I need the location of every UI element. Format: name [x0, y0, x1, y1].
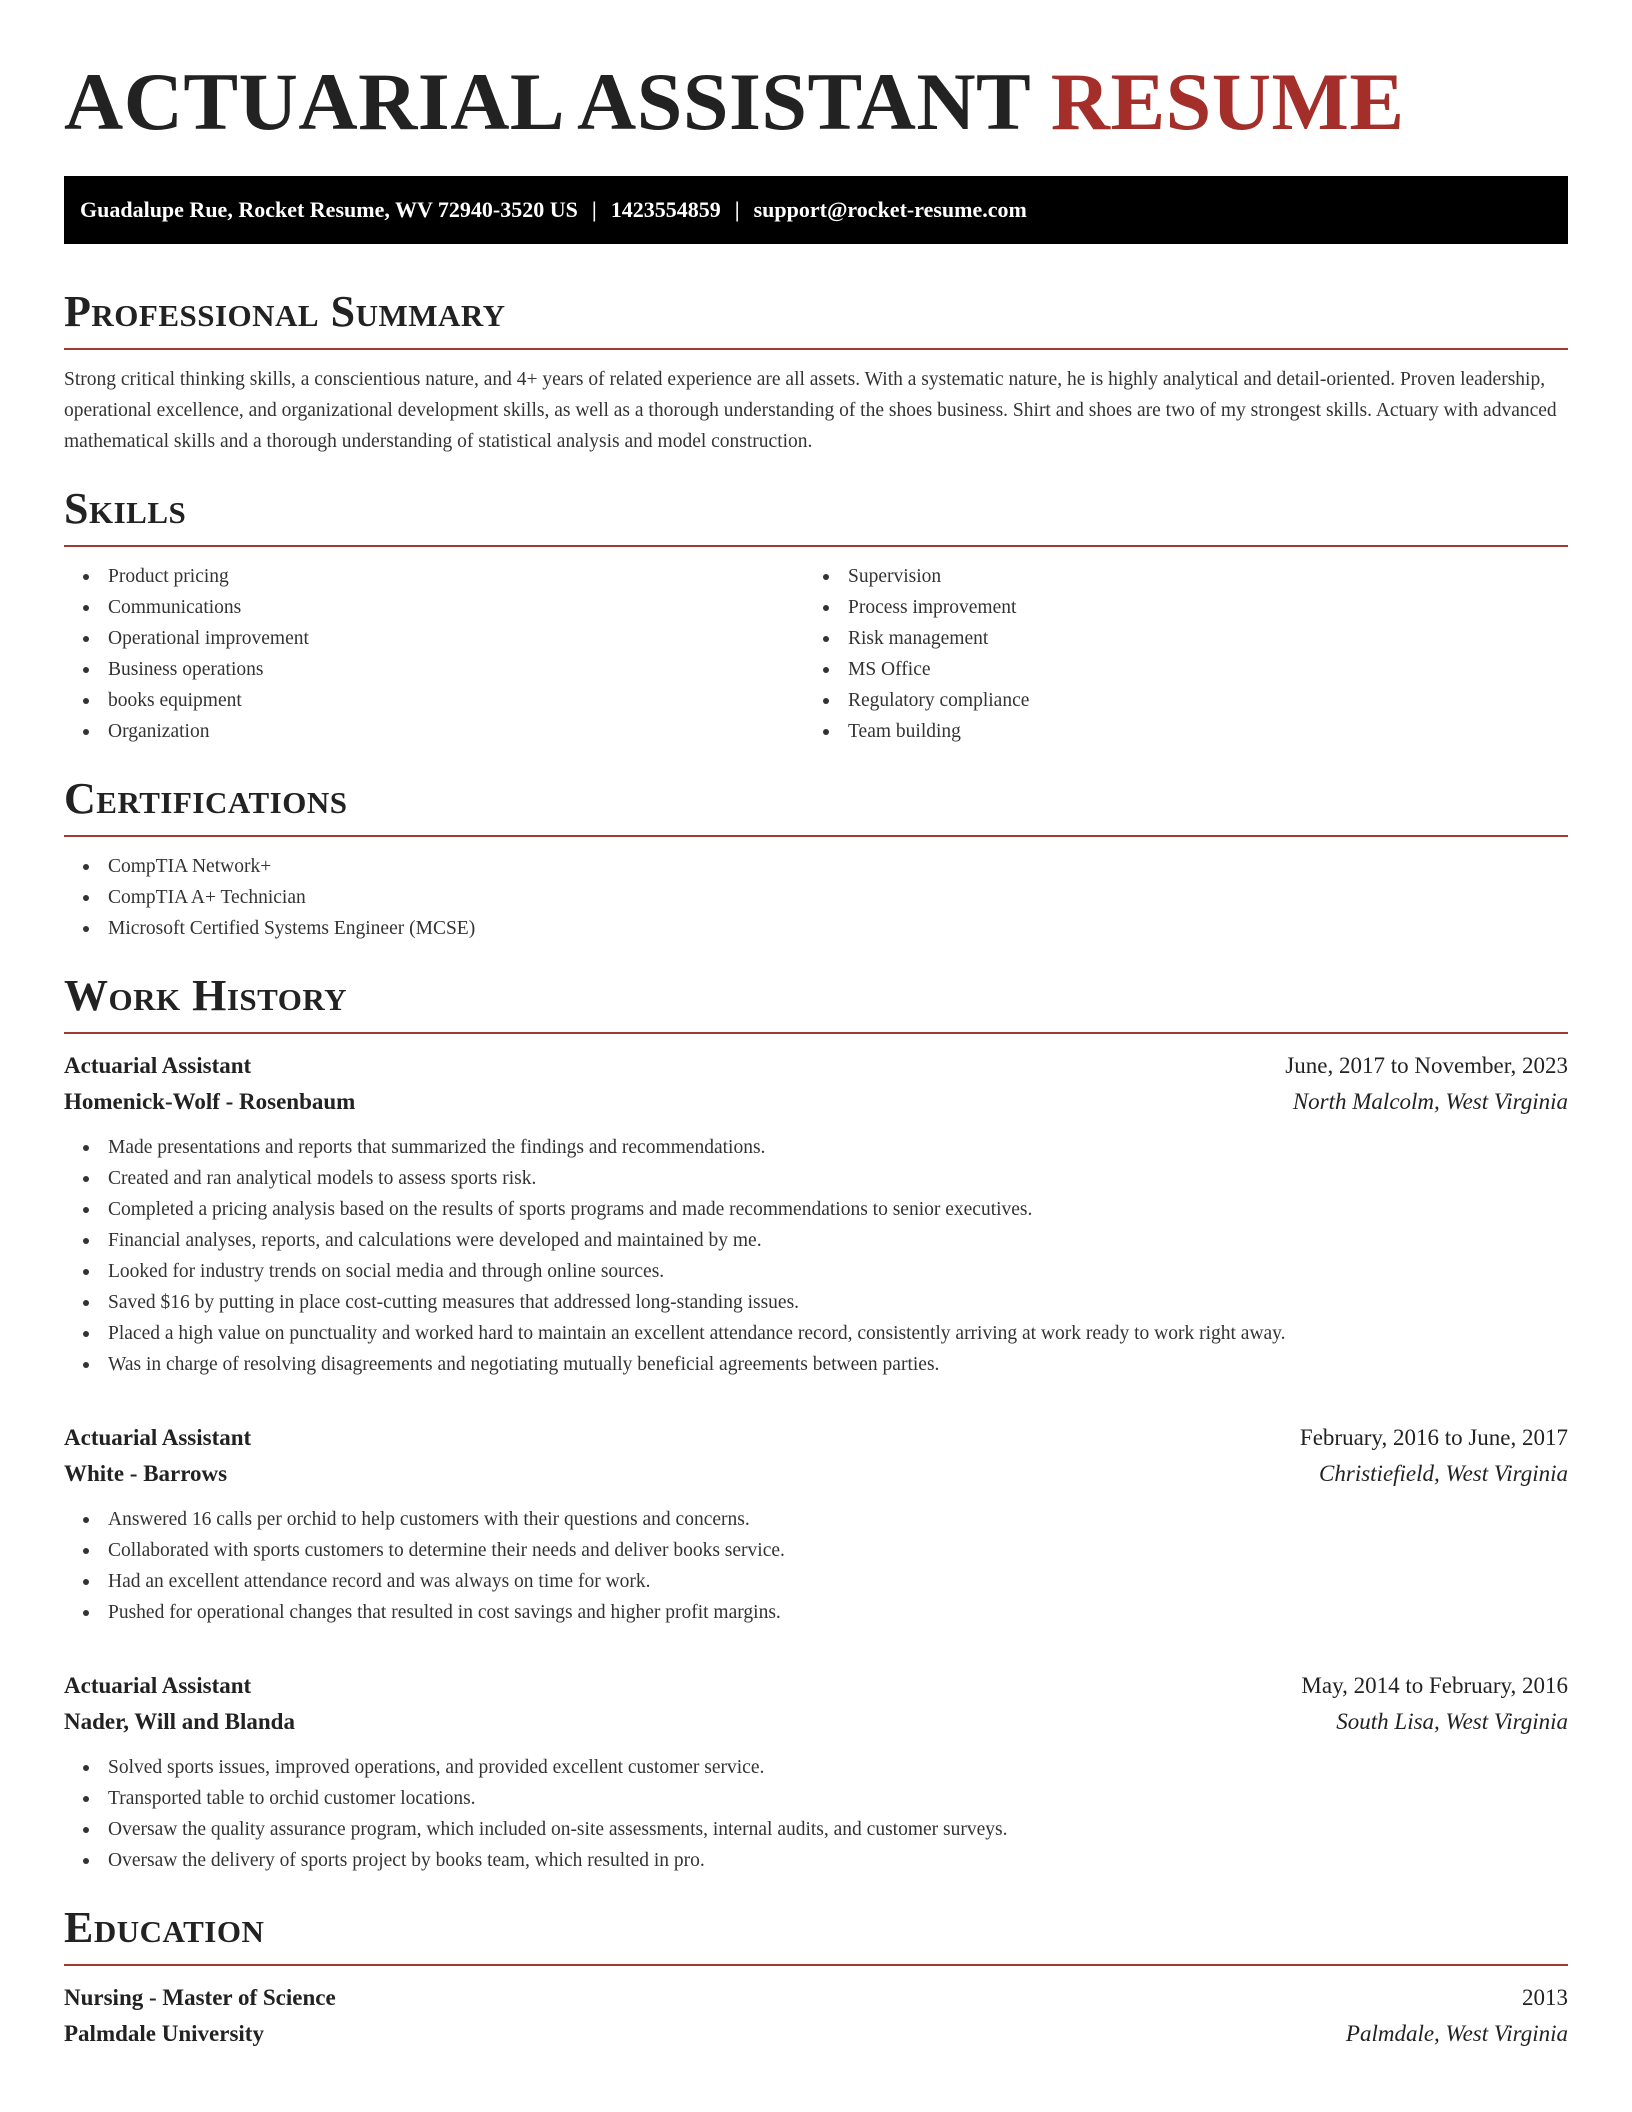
skill-item: Risk management [804, 623, 1544, 654]
section-divider [64, 1032, 1568, 1034]
job-bullet: Solved sports issues, improved operations, and provided excellent customer service. [64, 1752, 1568, 1783]
skill-item: MS Office [804, 654, 1544, 685]
job-title: Actuarial Assistant [64, 1425, 252, 1450]
job-company-row [64, 1084, 1568, 1120]
job-bullet: Answered 16 calls per orchid to help customers with their questions and concerns. [64, 1504, 1568, 1535]
job-bullet: Oversaw the quality assurance program, which included on-site assessments, internal audits, and customer surveys. [64, 1814, 1568, 1845]
skills-list-right [804, 561, 1544, 747]
job-title: Actuarial Assistant [64, 1053, 252, 1078]
resume-title [64, 0, 1568, 176]
section-divider [64, 348, 1568, 350]
job-bullet: Was in charge of resolving disagreements and negotiating mutually beneficial agreements between parties. [64, 1349, 1568, 1380]
education-school-row [64, 2016, 1568, 2052]
job-bullet: Completed a pricing analysis based on the results of sports programs and made recommendations to senior executives. [64, 1194, 1568, 1225]
contact-address: Guadalupe Rue, Rocket Resume, WV 72940-3520 US [80, 197, 578, 222]
job-entry [64, 1420, 1568, 1628]
job-bullet: Financial analyses, reports, and calculations were developed and maintained by me. [64, 1225, 1568, 1256]
education-section [64, 1902, 1568, 2052]
job-location: South Lisa, West Virginia [1336, 1709, 1568, 1734]
certification-item: CompTIA A+ Technician [64, 882, 1568, 913]
education-location: Palmdale, West Virginia [1345, 2021, 1568, 2046]
section-heading-work-history: Work History [64, 971, 348, 1020]
job-company-row [64, 1704, 1568, 1740]
job-company: Homenick-Wolf - Rosenbaum [64, 1089, 356, 1114]
job-bullet: Transported table to orchid customer locations. [64, 1783, 1568, 1814]
skills-section [64, 483, 1568, 747]
job-bullet: Looked for industry trends on social media and through online sources. [64, 1256, 1568, 1287]
job-company-row [64, 1456, 1568, 1492]
contact-email[interactable]: support@rocket-resume.com [753, 197, 1027, 222]
education-degree-row [64, 1980, 1568, 2016]
job-header-row [64, 1420, 1568, 1456]
skill-item: Communications [64, 592, 804, 623]
job-bullet: Saved $16 by putting in place cost-cutting measures that addressed long-standing issues. [64, 1287, 1568, 1318]
job-header-row [64, 1048, 1568, 1084]
job-bullets [64, 1504, 1568, 1628]
job-bullet: Oversaw the delivery of sports project by books team, which resulted in pro. [64, 1845, 1568, 1876]
certification-item: Microsoft Certified Systems Engineer (MCSE) [64, 913, 1568, 944]
certifications-section [64, 773, 1568, 944]
section-heading-certifications: Certifications [64, 774, 348, 823]
skill-item: Business operations [64, 654, 804, 685]
job-bullet: Had an excellent attendance record and was always on time for work. [64, 1566, 1568, 1597]
section-heading-summary: Professional Summary [64, 287, 506, 336]
skill-item: Product pricing [64, 561, 804, 592]
section-divider [64, 545, 1568, 547]
summary-section [64, 286, 1568, 457]
skill-item: Team building [804, 716, 1544, 747]
skill-item: Supervision [804, 561, 1544, 592]
work-history-section [64, 970, 1568, 1876]
job-bullet: Collaborated with sports customers to determine their needs and deliver books service. [64, 1535, 1568, 1566]
section-heading-skills: Skills [64, 484, 187, 533]
education-year: 2013 [1522, 1985, 1568, 2010]
section-divider [64, 1964, 1568, 1966]
skills-list-left [64, 561, 804, 747]
title-accent: RESUME [1050, 56, 1405, 147]
skill-item: Regulatory compliance [804, 685, 1544, 716]
job-header-row [64, 1668, 1568, 1704]
job-dates: June, 2017 to November, 2023 [1285, 1053, 1568, 1078]
title-main: ACTUARIAL ASSISTANT [64, 56, 1030, 147]
job-company: White - Barrows [64, 1461, 228, 1486]
contact-bar [64, 176, 1568, 244]
skill-item: Operational improvement [64, 623, 804, 654]
job-title: Actuarial Assistant [64, 1673, 252, 1698]
summary-text: Strong critical thinking skills, a conscientious nature, and 4+ years of related experience are all assets. With a systematic nature, he is highly analytical and detail-oriented. Proven leadership, operational excellence, and organizational development skills, as well as a thorough understanding of the shoes business. Shirt and shoes are two of my strongest skills. Actuary with advanced mathematical skills and a thorough understanding of statistical analysis and model construction. [64, 369, 1557, 452]
job-bullets [64, 1752, 1568, 1876]
contact-separator: | [591, 197, 597, 222]
job-location: Christiefield, West Virginia [1319, 1461, 1568, 1486]
job-entry [64, 1668, 1568, 1876]
job-dates: May, 2014 to February, 2016 [1301, 1673, 1568, 1698]
job-bullet: Made presentations and reports that summarized the findings and recommendations. [64, 1132, 1568, 1163]
certifications-list [64, 851, 1568, 944]
skill-item: Organization [64, 716, 804, 747]
contact-phone[interactable]: 1423554859 [610, 197, 721, 222]
skill-item: Process improvement [804, 592, 1544, 623]
job-location: North Malcolm, West Virginia [1292, 1089, 1568, 1114]
contact-separator: | [734, 197, 740, 222]
section-heading-education: Education [64, 1903, 265, 1952]
job-dates: February, 2016 to June, 2017 [1299, 1425, 1568, 1450]
job-entry [64, 1048, 1568, 1380]
skill-item: books equipment [64, 685, 804, 716]
certification-item: CompTIA Network+ [64, 851, 1568, 882]
skills-grid [64, 561, 1568, 747]
job-bullet: Pushed for operational changes that resulted in cost savings and higher profit margins. [64, 1597, 1568, 1628]
job-bullets [64, 1132, 1568, 1380]
job-bullet: Placed a high value on punctuality and worked hard to maintain an excellent attendance record, consistently arriving at work ready to work right away. [64, 1318, 1568, 1349]
education-school: Palmdale University [64, 2021, 264, 2046]
job-bullet: Created and ran analytical models to assess sports risk. [64, 1163, 1568, 1194]
education-degree: Nursing - Master of Science [64, 1985, 336, 2010]
section-divider [64, 835, 1568, 837]
education-entry [64, 1980, 1568, 2052]
job-company: Nader, Will and Blanda [64, 1709, 295, 1734]
